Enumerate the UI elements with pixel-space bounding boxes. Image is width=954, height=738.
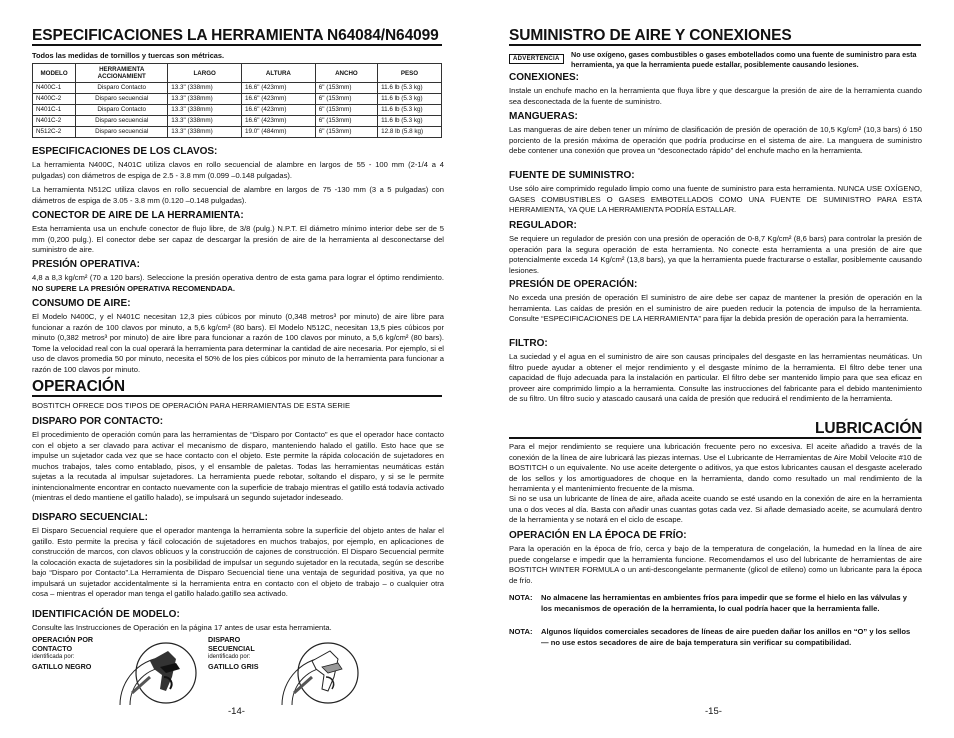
identificacion-heading: IDENTIFICACIÓN DE MODELO:: [32, 609, 180, 620]
presion-warning: NO SUPERE LA PRESIÓN OPERATIVA RECOMENDADA.: [32, 283, 235, 293]
filtro-heading: FILTRO:: [509, 338, 548, 349]
nota-2-text: Algunos líquidos comerciales secadores de líneas de aire pueden dañar los anillos en “O” y los sellos — no use estos secadores de aire de baja temperatura sin verificar su compatibilidad.: [541, 627, 911, 647]
id1-small: identificada por:: [32, 654, 75, 660]
cell: 11.6 lb (5.3 kg): [378, 105, 442, 116]
frio-paragraph: Para la operación en la época de frío, cerca y bajo de la temperatura de congelación, la humedad en la línea de aire puede congelarse e impedir que la herramienta funcione. Recomendamos el uso del lubricante de herramientas de aire BOSTITCH WINTER FORMULA o un anti-descongelante permanente (glicol de etileno) como un lubricante para la época de frío.: [509, 544, 922, 585]
cell: Disparo secuencial: [76, 94, 168, 105]
id1-line1: OPERACIÓN POR: [32, 635, 94, 644]
presion-paragraph: [32, 273, 444, 294]
operacion-title: OPERACIÓN: [32, 378, 125, 395]
regulador-heading: REGULADOR:: [509, 220, 577, 231]
id2-color: GATILLO GRIS: [208, 662, 259, 671]
filtro-paragraph: La suciedad y el agua en el suministro de aire son causas principales del desgaste en las herramientas neumáticas. Un filtro puede ayudar a obtener el mejor rendimiento y el desgaste mínimo de la herramienta. El filtro debe tener una capacidad de flujo adecuada para la instalación en particular. El filtro debe ser mantenido limpio para que sea eficaz en proveer aire comprimido limpio a la herramienta. Consulte las instrucciones del fabricante para el debido mantenimiento de su filtro. Un filtro sucio y atascado causará una caída de presión que reducirá el rendimiento de la herramienta.: [509, 352, 922, 403]
cell: N401C-1: [33, 105, 76, 116]
id-contacto-caption: [32, 635, 93, 671]
col-herramienta: HERRAMIENTA ACCIONAMIENT: [76, 64, 168, 83]
consumo-heading: CONSUMO DE AIRE:: [32, 298, 131, 309]
presion-text: 4,8 a 8,3 kg/cm² (70 a 120 bars). Seleccione la presión operativa dentro de esta gama para lograr el óptimo rendimiento.: [32, 273, 444, 282]
frio-heading: OPERACIÓN EN LA ÉPOCA DE FRÍO:: [509, 530, 687, 541]
id1-line2: CONTACTO: [32, 644, 73, 653]
conector-paragraph: Esta herramienta usa un enchufe conector de flujo libre, de 3/8 (pulg.) N.P.T. El diámetro mínimo interior debe ser de 5 mm (0,200 pulg.). El conector debe ser capaz de descargar la presión de aire de la herramienta al desconectarse del suministro de aire.: [32, 224, 444, 254]
cell: 13.3" (338mm): [168, 94, 242, 105]
nota-2: [509, 627, 922, 659]
lubricacion-paragraph-1: Para el mejor rendimiento se requiere una lubricación frecuente pero no excesiva. El aceite añadido a través de la conexión de la línea de aire lubricará las piezas internas. Use el Lubricante de Herramientas de Aire Mobil Velocite #10 de BOSTITCH o un equivalente. No use aceite detergente o aditivos, ya que estos lubricantes causan el desgaste acelerado de los sellos y los amortiguadores de choque en la herramienta, dando como resultado un mal rendimiento de la herramienta y el mantenimiento frecuente de la misma.: [509, 442, 922, 493]
col-altura: ALTURA: [242, 64, 316, 83]
cell: 16.6" (423mm): [242, 94, 316, 105]
col-ancho: ANCHO: [315, 64, 377, 83]
lubricacion-title: LUBRICACIÓN: [815, 420, 923, 437]
secuencial-heading: DISPARO SECUENCIAL:: [32, 512, 148, 523]
title-rule: [32, 44, 442, 46]
table-note: Todos las medidas de tornillos y tuercas son métricas.: [32, 51, 225, 60]
table-header-row: [33, 64, 442, 83]
cell: 6" (153mm): [315, 83, 377, 94]
cell: 13.3" (338mm): [168, 105, 242, 116]
clavos-paragraph-1: La herramienta N400C, N401C utiliza clavos en rollo secuencial de alambre en largos de 55 - 100 mm (2-1/4 a 4 pulgadas) con diámetros de espiga de 2.5 - 3.8 mm (0.099 –0.148 pulgadas).: [32, 160, 444, 180]
id2-line2: SECUENCIAL: [208, 644, 255, 653]
cell: 11.6 lb (5.3 kg): [378, 116, 442, 127]
table-row: [33, 94, 442, 105]
identificacion-paragraph: Consulte las Instrucciones de Operación en la página 17 antes de usar esta herramienta.: [32, 623, 332, 632]
sequential-trigger-illustration: [272, 633, 372, 705]
operacion-rule: [32, 395, 442, 397]
cell: N401C-2: [33, 116, 76, 127]
page-number-right: -15-: [705, 706, 722, 717]
col-largo: LARGO: [168, 64, 242, 83]
cell: 6" (153mm): [315, 94, 377, 105]
nota-1-label: NOTA:: [509, 593, 533, 602]
presion-heading: PRESIÓN OPERATIVA:: [32, 259, 140, 270]
spec-table: [32, 63, 442, 138]
mangueras-paragraph: Las mangueras de aire deben tener un mínimo de clasificación de presión de operación de 10,5 Kg/cm² (10,3 bars) ó 150 porciento de la presión máxima de operación que podría producirse en el sistema de aire. La manguera de suministro debe contener una conexión que provea un “desconectado rápido” del enchufe macho en la herramienta.: [509, 125, 922, 155]
operacion-intro: BOSTITCH OFRECE DOS TIPOS DE OPERACIÓN PARA HERRAMIENTAS DE ESTA SERIE: [32, 401, 351, 410]
lubricacion-paragraph-2: Si no se usa un lubricante de línea de aire, añada aceite cuando se esté usando en la conexión de aire en la herramienta una o dos veces al día. Basta con añadir unas cuantas gotas cada vez. Si añade demasiado aceite, se acumulará dentro de la herramienta y se notará en el ciclo de escape.: [509, 494, 922, 524]
table-row: [33, 127, 442, 138]
presion-operacion-paragraph: No exceda una presión de operación El suministro de aire debe ser capaz de mantener la presión de operación en la herramienta. Las caídas de presión en el suministro de aire pueden reducir la potencia de impulso de la herramienta. Consulte “ESPECIFICACIONES DE LA HERRAMIENTA” para fijar la debida presión de operación para la herramienta.: [509, 293, 922, 323]
nota-1-text: No almacene las herramientas en ambientes fríos para impedir que se forme el hielo en las válvulas y los mecanismos de operación de la herramienta, lo cual podría hacer que la herramienta falle.: [541, 593, 907, 613]
cell: N400C-2: [33, 94, 76, 105]
table-row: [33, 83, 442, 94]
cell: Disparo secuencial: [76, 127, 168, 138]
cell: N512C-2: [33, 127, 76, 138]
cell: 16.6" (423mm): [242, 105, 316, 116]
cell: N400C-1: [33, 83, 76, 94]
nota-1: [509, 593, 922, 625]
cell: Disparo secuencial: [76, 116, 168, 127]
col-peso: PESO: [378, 64, 442, 83]
suministro-title: SUMINISTRO DE AIRE Y CONEXIONES: [509, 27, 792, 44]
cell: 6" (153mm): [315, 127, 377, 138]
clavos-heading: ESPECIFICACIONES DE LOS CLAVOS:: [32, 146, 218, 157]
contact-trigger-illustration: [110, 633, 210, 705]
cell: 12.8 lb (5.8 kg): [378, 127, 442, 138]
spec-title: ESPECIFICACIONES LA HERRAMIENTA N64084/N64099: [32, 27, 439, 44]
warning-text: No use oxígeno, gases combustibles o gases embotellados como una fuente de suministro para esta herramienta, ya que la herramienta puede estallar, posiblemente causando lesiones.: [571, 50, 917, 69]
cell: 6" (153mm): [315, 116, 377, 127]
conexiones-heading: CONEXIONES:: [509, 72, 580, 83]
table-row: [33, 105, 442, 116]
cell: Disparo Contacto: [76, 105, 168, 116]
cell: 11.6 lb (5.3 kg): [378, 94, 442, 105]
cell: 13.3" (338mm): [168, 127, 242, 138]
regulador-paragraph: Se requiere un regulador de presión con una presión de operación de 0-8,7 Kg/cm² (8,6 bars) para controlar la presión de operación para la segura operación de esta herramienta. No conecte esta herramienta a una presión de aire que potencialmente exceda 14 Kg/cm² (13,8 bars), ya que la herramienta puede fracturarse o estallar, posiblemente causando lesiones.: [509, 234, 922, 275]
contacto-paragraph: El procedimiento de operación común para las herramientas de “Disparo por Contacto” es que el operador hace contacto con el objeto a ser clavado para activar el mecanismo de disparo, manteniendo halado el gatillo. Esto hace que se impulse un sujetador cada vez que se hace contacto con el objeto. Este permite la rápida colocación de sujetadores en muchos trabajos, tales como entablado, pisos, y el ensamble de paletas. Todas las herramientas neumáticas están sujetas a la recutada al impulsar sujetadores. La herramienta puede rebotar, soltando el disparo, y si se le permite inintencionalmente encontrar en contacto nuevamente con la superficie de trabajo mientras el gatillo está todavía activado (mientras el dedo mantiene el gatillo halado), se impulsará un segundo sujetador indeseado.: [32, 430, 444, 502]
cell: 11.6 lb (5.3 kg): [378, 83, 442, 94]
cell: 13.3" (338mm): [168, 83, 242, 94]
mangueras-heading: MANGUERAS:: [509, 111, 578, 122]
cell: 16.6" (423mm): [242, 116, 316, 127]
lubricacion-rule: [509, 437, 921, 439]
conexiones-paragraph: Instale un enchufe macho en la herramienta que fluya libre y que descargue la presión de aire de la herramienta cuando sea desconectada de la fuente de suministro.: [509, 86, 922, 106]
id2-line1: DISPARO: [208, 635, 241, 644]
suministro-rule: [509, 44, 921, 46]
cell: 19.0" (484mm): [242, 127, 316, 138]
fuente-paragraph: Use sólo aire comprimido regulado limpio como una fuente de suministro para esta herramienta. NUNCA USE OXÍGENO, GASES COMBUSTIBLES O GASES EMBOTELLADOS COMO UNA FUENTE DE SUMINISTRO PARA ESTA HERRAMIENTA, YA QUE LA HERRAMIENTA PODRÍA ESTALLAR.: [509, 184, 922, 214]
page-number-left: -14-: [228, 706, 245, 717]
fuente-heading: FUENTE DE SUMINISTRO:: [509, 170, 635, 181]
presion-operacion-heading: PRESIÓN DE OPERACIÓN:: [509, 279, 638, 290]
col-modelo: MODELO: [33, 64, 76, 83]
table-row: [33, 116, 442, 127]
id1-color: GATILLO NEGRO: [32, 662, 92, 671]
conector-heading: CONECTOR DE AIRE DE LA HERRAMIENTA:: [32, 210, 244, 221]
cell: 6" (153mm): [315, 105, 377, 116]
cell: 16.6" (423mm): [242, 83, 316, 94]
contacto-heading: DISPARO POR CONTACTO:: [32, 416, 164, 427]
cell: Disparo Contacto: [76, 83, 168, 94]
cell: 13.3" (338mm): [168, 116, 242, 127]
warning-badge: ADVERTENCIA: [509, 54, 564, 64]
clavos-paragraph-2: La herramienta N512C utiliza clavos en rollo secuencial de alambre en largos de 75 -130 mm (3 a 5 pulgadas) con diámetros de espiga de 3.05 - 3.8 mm (0.120 –0.148 pulgadas).: [32, 185, 444, 205]
id-secuencial-caption: [208, 635, 259, 671]
id2-small: identificado por:: [208, 654, 251, 660]
consumo-paragraph: El Modelo N400C, y el N401C necesitan 12,3 pies cúbicos por minuto (0,348 metros³ por minuto) de aire libre para funcionar a razón de 100 clavos por minuto, a 5,6 kg/cm² (80 bars). El Modelo N512C, necesitan 13,5 pies cúbicos por minuto (0,382 metros³ por minuto) de aire libre para funcionar a razón de 100 clavos por minuto, a 5,6 kg/cm² (80 bars). Tome la velocidad real con la cual operará la herramienta para determinar la cantidad de aire necesaria. Por ejemplo, si el uso de clavos promedia 50 por minuto, necesita el 50% de los pies cúbicos por minuto de la herramienta para funcionar a razón de 100 clavos por minuto.: [32, 312, 444, 374]
nota-2-label: NOTA:: [509, 627, 533, 636]
secuencial-paragraph: El Disparo Secuencial requiere que el operador mantenga la herramienta sobre la superficie del objeto antes de halar el gatillo. Esto permite la precisa y fácil colocación de sujetadores en muchos trabajos, por ejemplo, en aplicaciones de construcción de marcos, con clavos oblicuos y la construcción de cajones de construcción. El Disparo Secuencial permite la colocación exacta de sujetadores sin la posibilidad de impulsar un segundo sujetador en la recutada, según se describe bajo “Disparo por Contacto”.La Herramienta de Disparo Secuencial tiene una ventaja de seguridad positiva, ya que no impulsará un sujetador accidentalmente si la herramienta entra en contacto con el objeto de trabajo – o cualquier otra cosa – mientras el operador man tenga el gatillo halado.gatillo sea activado.: [32, 526, 444, 598]
